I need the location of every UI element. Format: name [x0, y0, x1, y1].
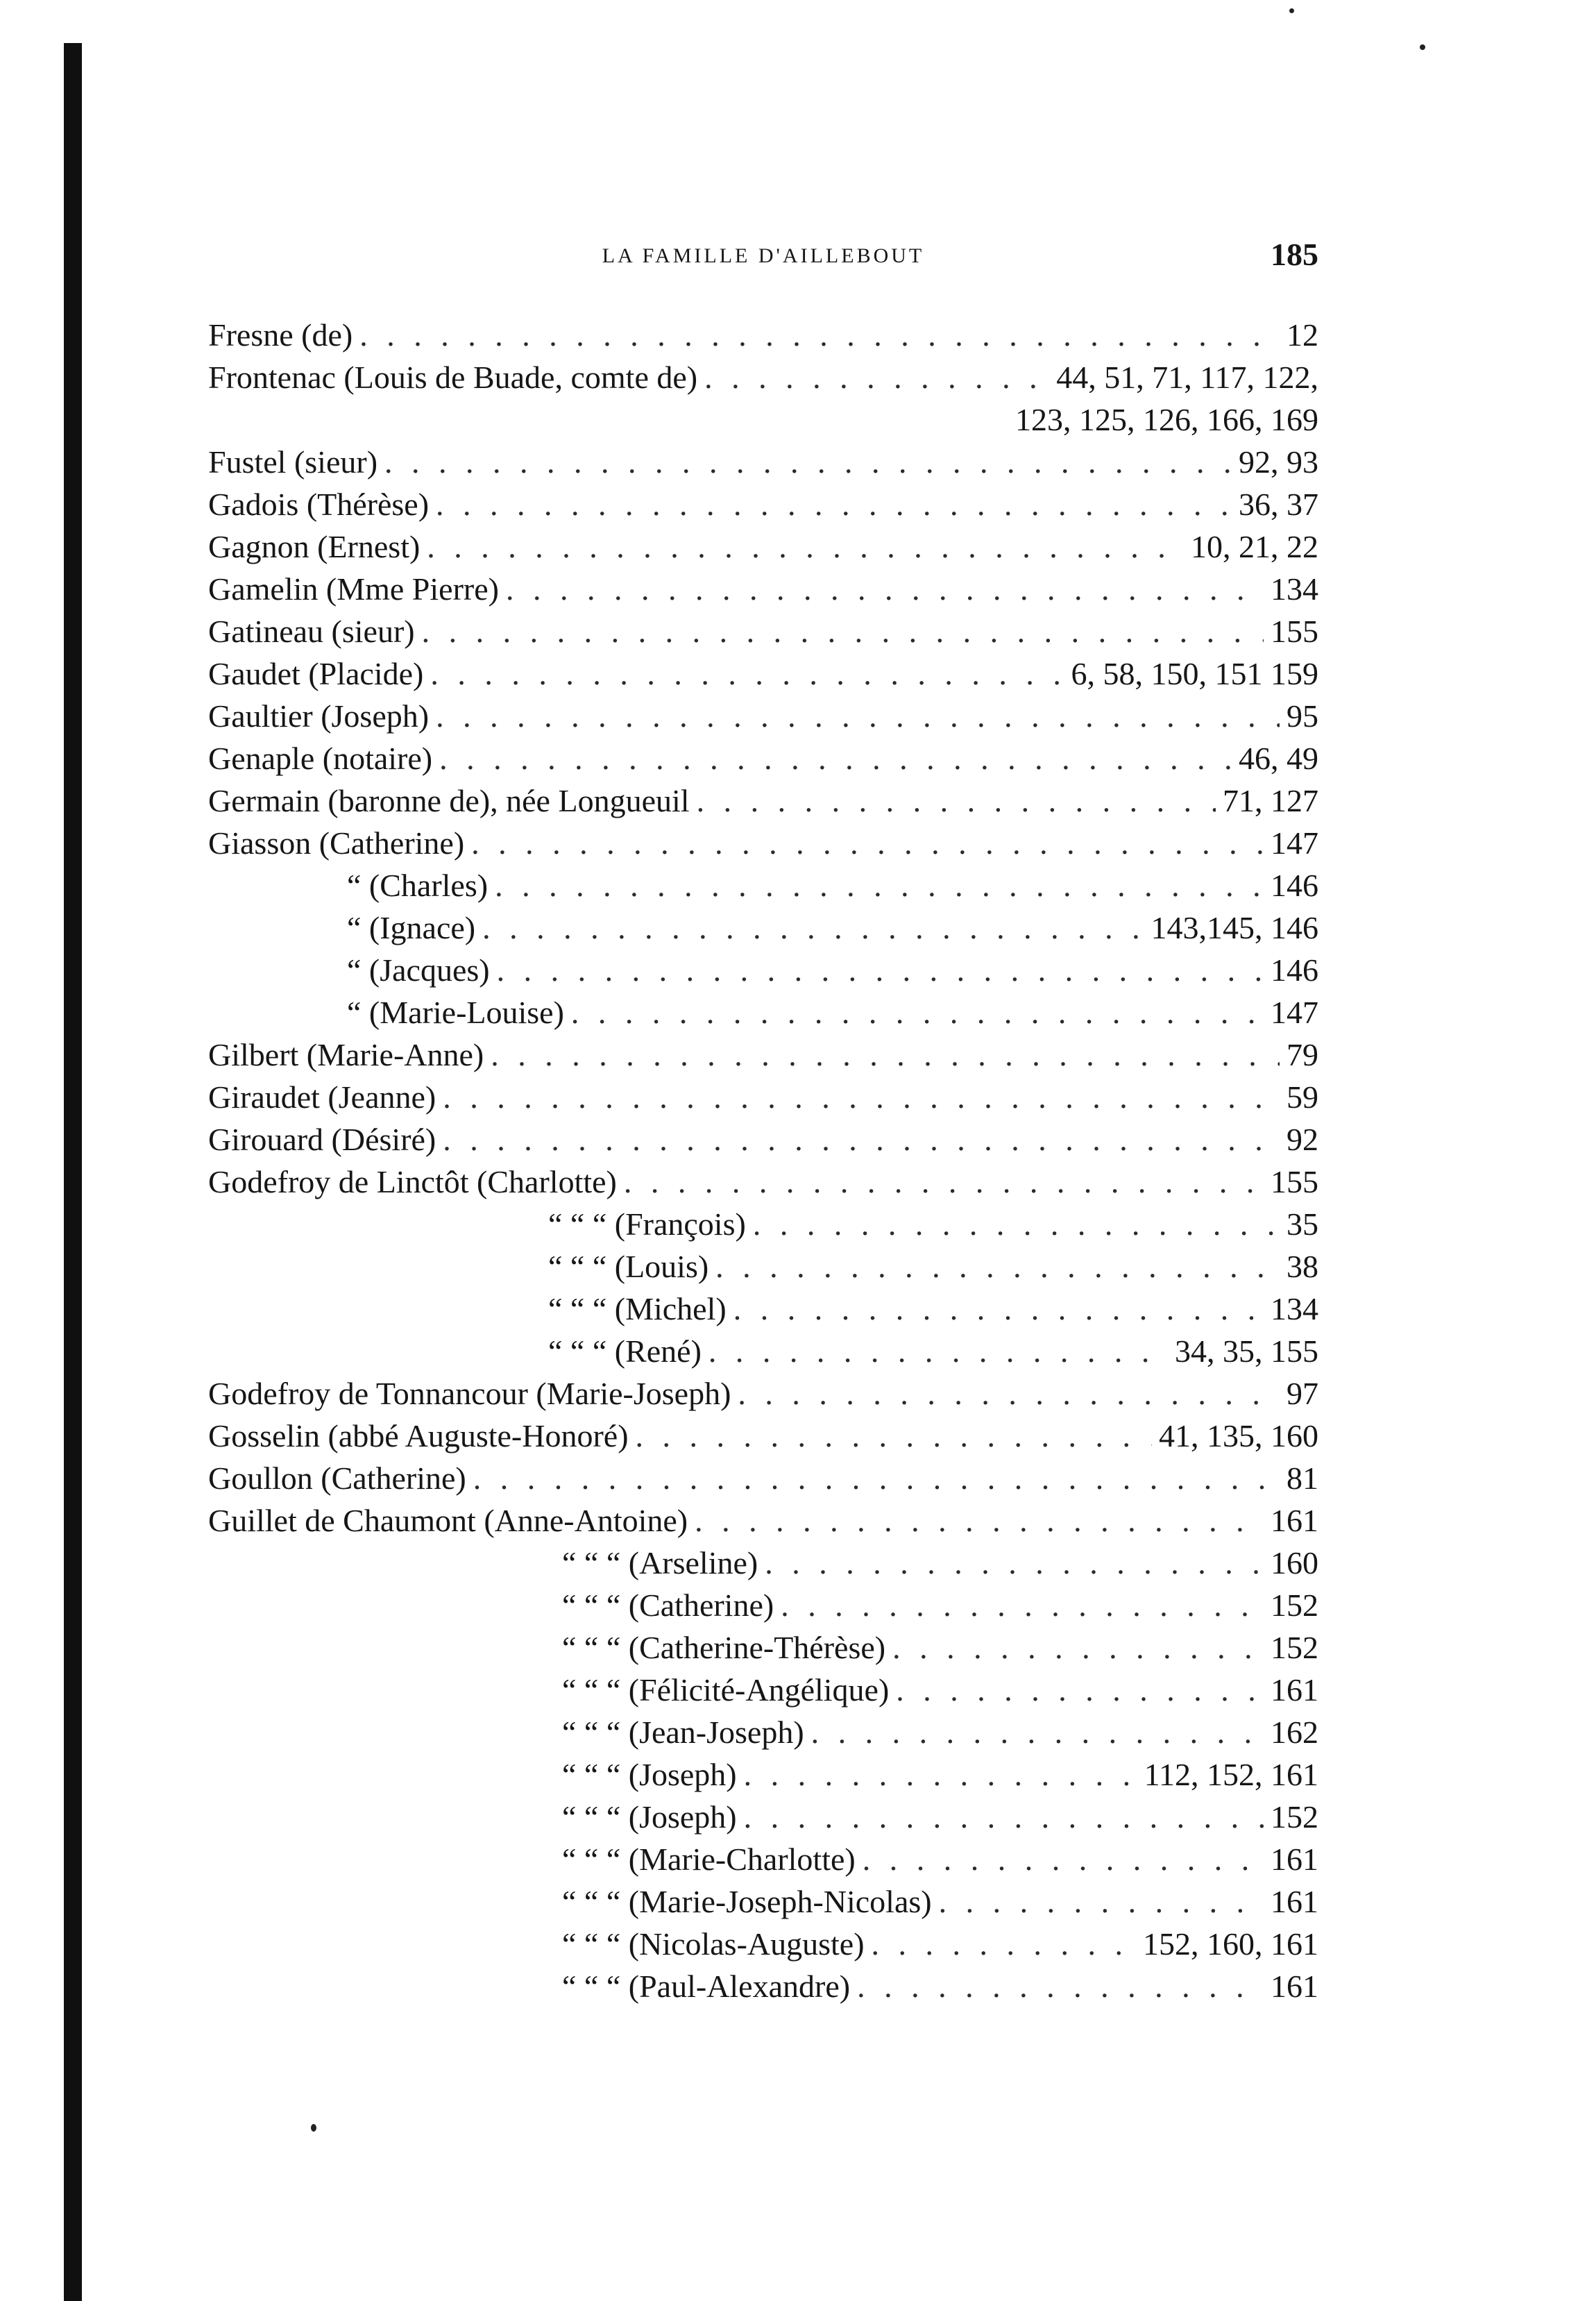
entry-name: Gaudet (Placide) — [208, 656, 424, 691]
index-entry — [208, 356, 1318, 398]
entry-pages: 155 — [1271, 614, 1318, 649]
index-entry — [208, 1626, 1318, 1669]
index-entry — [208, 907, 1318, 949]
entry-name: Fustel (sieur) — [208, 444, 378, 480]
entry-pages: 35 — [1287, 1206, 1318, 1242]
entry-name: “ “ “ (Arseline) — [562, 1545, 758, 1581]
index-entry — [208, 525, 1318, 568]
entry-name: Godefroy de Tonnancour (Marie-Joseph) — [208, 1376, 731, 1411]
entry-pages: 147 — [1271, 995, 1318, 1030]
entry-pages: 44, 51, 71, 117, 122, — [1056, 360, 1318, 395]
index-entry — [208, 1880, 1318, 1923]
entry-name: “ “ “ (René) — [548, 1333, 702, 1369]
dot-leader — [384, 441, 1232, 483]
index-entry — [208, 1245, 1318, 1288]
entry-pages: 95 — [1287, 698, 1318, 734]
entry-pages: 34, 35, 155 — [1175, 1333, 1318, 1369]
index-entry — [208, 949, 1318, 991]
dot-leader — [733, 1288, 1264, 1330]
index-entry — [208, 1965, 1318, 2007]
entry-name: “ “ “ (Paul-Alexandre) — [562, 1969, 851, 2004]
entry-name: Gadois (Thérèse) — [208, 487, 430, 522]
entry-pages: 160 — [1271, 1545, 1318, 1581]
index-entry — [208, 1753, 1318, 1796]
index-entry — [208, 1499, 1318, 1542]
entry-pages: 112, 152, 161 — [1144, 1757, 1318, 1792]
entry-pages: 146 — [1271, 952, 1318, 988]
entry-name: Gatineau (sieur) — [208, 614, 415, 649]
entry-name: “ “ “ (Michel) — [548, 1291, 727, 1326]
entry-name: Gagnon (Ernest) — [208, 529, 421, 564]
entry-pages: 10, 21, 22 — [1191, 529, 1318, 564]
scan-speck — [1420, 44, 1425, 50]
index-entry — [208, 1457, 1318, 1499]
entry-name: Giraudet (Jeanne) — [208, 1079, 436, 1115]
index-entry — [208, 737, 1318, 779]
entry-name: “ “ “ (Marie-Charlotte) — [562, 1841, 856, 1877]
dot-leader — [715, 1245, 1280, 1288]
index-entry — [208, 822, 1318, 864]
index-entry — [208, 314, 1318, 356]
entry-pages: 155 — [1271, 1164, 1318, 1199]
entry-name: Frontenac (Louis de Buade, comte de) — [208, 360, 698, 395]
entry-name: “ “ “ (Catherine-Thérèse) — [562, 1630, 886, 1665]
index-entry — [208, 483, 1318, 525]
index-entry-continuation — [208, 398, 1318, 441]
dot-leader — [427, 525, 1184, 568]
entry-pages: 152 — [1271, 1799, 1318, 1835]
dot-leader — [939, 1880, 1264, 1923]
running-title: LA FAMILLE D'AILLEBOUT — [602, 244, 925, 267]
entry-name: Goullon (Catherine) — [208, 1460, 466, 1496]
index-entry — [208, 1838, 1318, 1880]
entry-pages: 123, 125, 126, 166, 169 — [1015, 402, 1318, 437]
entry-pages: 38 — [1287, 1249, 1318, 1284]
page-header — [208, 236, 1318, 285]
entry-pages: 146 — [1271, 868, 1318, 903]
entry-name: Gilbert (Marie-Anne) — [208, 1037, 484, 1072]
dot-leader — [781, 1584, 1264, 1626]
entry-pages: 134 — [1271, 571, 1318, 607]
dot-leader — [443, 1076, 1280, 1118]
dot-leader — [697, 779, 1216, 822]
index-entry — [208, 1711, 1318, 1753]
entry-name: Fresne (de) — [208, 317, 353, 353]
entry-name: Girouard (Désiré) — [208, 1122, 436, 1157]
entry-name: Gamelin (Mme Pierre) — [208, 571, 499, 607]
entry-name: “ “ “ (Marie-Joseph-Nicolas) — [562, 1884, 932, 1919]
entry-name: Guillet de Chaumont (Anne-Antoine) — [208, 1503, 688, 1538]
dot-leader — [857, 1965, 1264, 2007]
binding-edge-shadow — [64, 43, 82, 2301]
index-entry — [208, 441, 1318, 483]
entry-pages: 161 — [1271, 1672, 1318, 1708]
entry-pages: 81 — [1287, 1460, 1318, 1496]
entry-pages: 36, 37 — [1239, 487, 1318, 522]
index-entry — [208, 779, 1318, 822]
entry-pages: 79 — [1287, 1037, 1318, 1072]
page-number: 185 — [1271, 237, 1318, 272]
dot-leader — [471, 822, 1264, 864]
dot-leader — [765, 1542, 1264, 1584]
index-entry — [208, 1415, 1318, 1457]
index-entry — [208, 1542, 1318, 1584]
index-entry — [208, 991, 1318, 1034]
entry-name: Godefroy de Linctôt (Charlotte) — [208, 1164, 617, 1199]
entry-name: “ “ “ (Louis) — [548, 1249, 709, 1284]
dot-leader — [473, 1457, 1280, 1499]
index-page — [208, 236, 1318, 2007]
index-entry — [208, 1034, 1318, 1076]
index-entry — [208, 568, 1318, 610]
index-entry — [208, 1203, 1318, 1245]
entry-pages: 41, 135, 160 — [1159, 1418, 1318, 1453]
dot-leader — [506, 568, 1264, 610]
entry-name: Genaple (notaire) — [208, 741, 433, 776]
dot-leader — [359, 314, 1280, 356]
scan-speck — [1289, 8, 1294, 13]
entry-name: “ “ “ (Joseph) — [562, 1799, 737, 1835]
dot-leader — [422, 610, 1264, 652]
entry-name: “ “ “ (François) — [548, 1206, 746, 1242]
dot-leader — [863, 1838, 1264, 1880]
entry-name: “ “ “ (Nicolas-Auguste) — [562, 1926, 865, 1962]
entry-name: “ (Ignace) — [347, 910, 476, 945]
index-entry — [208, 1372, 1318, 1415]
scan-speck — [311, 2124, 316, 2132]
dot-leader — [436, 695, 1280, 737]
dot-leader — [624, 1161, 1264, 1203]
dot-leader — [636, 1415, 1152, 1457]
entry-name: “ “ “ (Félicité-Angélique) — [562, 1672, 890, 1708]
index-entry — [208, 652, 1318, 695]
dot-leader — [491, 1034, 1280, 1076]
entry-name: “ “ “ (Joseph) — [562, 1757, 737, 1792]
entry-pages: 161 — [1271, 1503, 1318, 1538]
index-list — [208, 314, 1318, 2007]
entry-pages: 161 — [1271, 1884, 1318, 1919]
index-entry — [208, 1161, 1318, 1203]
dot-leader — [436, 483, 1232, 525]
entry-pages: 152 — [1271, 1587, 1318, 1623]
dot-leader — [497, 949, 1264, 991]
dot-leader — [896, 1669, 1264, 1711]
dot-leader — [430, 652, 1064, 695]
index-entry — [208, 1923, 1318, 1965]
entry-pages: 71, 127 — [1223, 783, 1318, 818]
entry-pages: 97 — [1287, 1376, 1318, 1411]
entry-pages: 6, 58, 150, 151 159 — [1071, 656, 1318, 691]
entry-pages: 59 — [1287, 1079, 1318, 1115]
entry-pages: 12 — [1287, 317, 1318, 353]
index-entry — [208, 1669, 1318, 1711]
entry-pages: 152, 160, 161 — [1143, 1926, 1318, 1962]
entry-pages: 92, 93 — [1239, 444, 1318, 480]
index-entry — [208, 610, 1318, 652]
index-entry — [208, 1330, 1318, 1372]
entry-name: “ (Jacques) — [347, 952, 490, 988]
index-entry — [208, 1288, 1318, 1330]
dot-leader — [695, 1499, 1264, 1542]
dot-leader — [708, 1330, 1168, 1372]
dot-leader — [744, 1796, 1264, 1838]
entry-pages: 152 — [1271, 1630, 1318, 1665]
entry-name: “ “ “ (Catherine) — [562, 1587, 774, 1623]
entry-name: Gosselin (abbé Auguste-Honoré) — [208, 1418, 629, 1453]
dot-leader — [872, 1923, 1136, 1965]
entry-pages: 162 — [1271, 1714, 1318, 1750]
dot-leader — [704, 356, 1049, 398]
entry-pages: 143,145, 146 — [1151, 910, 1318, 945]
index-entry — [208, 1584, 1318, 1626]
entry-name: “ (Charles) — [347, 868, 489, 903]
dot-leader — [443, 1118, 1280, 1161]
dot-leader — [738, 1372, 1280, 1415]
dot-leader — [482, 907, 1144, 949]
dot-leader — [811, 1711, 1264, 1753]
entry-pages: 161 — [1271, 1969, 1318, 2004]
dot-leader — [892, 1626, 1264, 1669]
entry-pages: 46, 49 — [1239, 741, 1318, 776]
entry-name: Giasson (Catherine) — [208, 825, 465, 861]
index-entry — [208, 1796, 1318, 1838]
entry-name: “ “ “ (Jean-Joseph) — [562, 1714, 804, 1750]
dot-leader — [495, 864, 1264, 907]
entry-pages: 147 — [1271, 825, 1318, 861]
entry-name: “ (Marie-Louise) — [347, 995, 564, 1030]
entry-name: Gaultier (Joseph) — [208, 698, 430, 734]
index-entry — [208, 1118, 1318, 1161]
dot-leader — [753, 1203, 1280, 1245]
index-entry — [208, 864, 1318, 907]
entry-pages: 134 — [1271, 1291, 1318, 1326]
entry-name: Germain (baronne de), née Longueuil — [208, 783, 690, 818]
entry-pages: 92 — [1287, 1122, 1318, 1157]
index-entry — [208, 695, 1318, 737]
dot-leader — [571, 991, 1264, 1034]
dot-leader — [439, 737, 1232, 779]
index-entry — [208, 1076, 1318, 1118]
dot-leader — [744, 1753, 1137, 1796]
entry-pages: 161 — [1271, 1841, 1318, 1877]
